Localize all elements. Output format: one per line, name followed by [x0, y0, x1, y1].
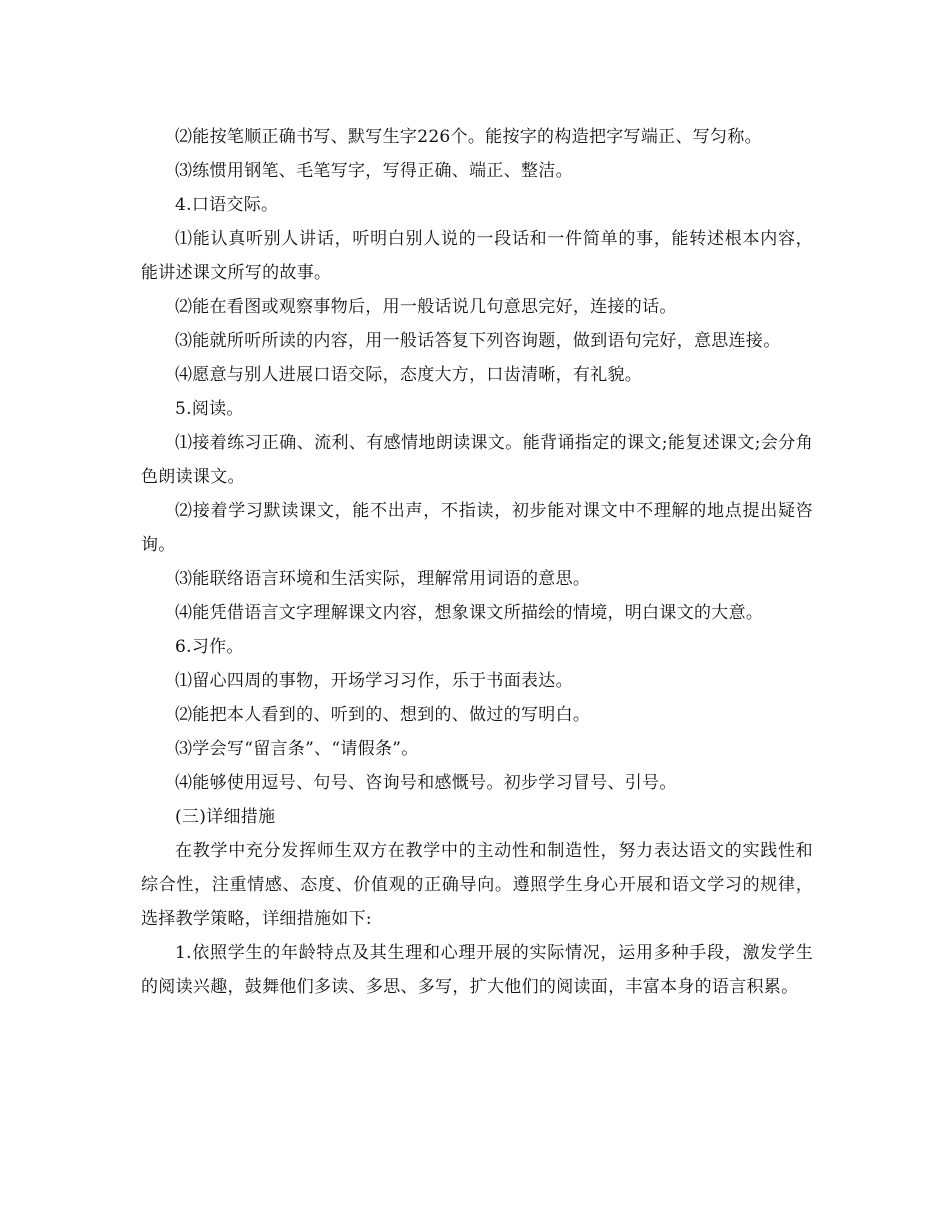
section-heading: 5.阅读。 [175, 399, 244, 419]
paragraph: ⑵接着学习默读课文，能不出声，不指读，初步能对课文中不理解的地点提出疑咨询。 [141, 501, 813, 555]
paragraph: ⑷能凭借语言文字理解课文内容，想象课文所描绘的情境，明白课文的大意。 [175, 603, 764, 623]
paragraph: ⑴能认真听别人讲话，听明白别人说的一段话和一件简单的事，能转述根本内容，能讲述课文所写的故事。 [141, 229, 813, 283]
paragraph: ⑶能就所听所读的内容，用一般话答复下列咨询题，做到语句完好，意思连接。 [175, 331, 781, 351]
document-body [141, 120, 813, 1004]
paragraph: ⑶能联络语言环境和生活实际，理解常用词语的意思。 [175, 569, 591, 589]
paragraph: 在教学中充分发挥师生双方在教学中的主动性和制造性，努力表达语文的实践性和综合性，注重情感、态度、价值观的正确导向。遵照学生身心开展和语文学习的规律，选择教学策略，详细措施如下: [141, 841, 813, 929]
paragraph: ⑵能在看图或观察事物后，用一般话说几句意思完好，连接的话。 [175, 297, 677, 317]
paragraph: 1.依照学生的年龄特点及其生理和心理开展的实际情况，运用多种手段，激发学生的阅读兴趣，鼓舞他们多读、多思、多写，扩大他们的阅读面，丰富本身的语言积累。 [141, 943, 813, 997]
section-heading: 6.习作。 [175, 637, 244, 657]
paragraph: ⑷能够使用逗号、句号、咨询号和感慨号。初步学习冒号、引号。 [175, 773, 677, 793]
section-heading: 4.口语交际。 [175, 195, 279, 215]
paragraph: ⑶学会写“留言条”、“请假条”。 [175, 739, 419, 759]
paragraph: ⑵能把本人看到的、听到的、想到的、做过的写明白。 [175, 705, 591, 725]
paragraph: ⑶练惯用钢笔、毛笔写字，写得正确、端正、整洁。 [175, 161, 573, 181]
paragraph: ⑵能按笔顺正确书写、默写生字226个。能按字的构造把字写端正、写匀称。 [175, 127, 762, 147]
paragraph: ⑴留心四周的事物，开场学习习作，乐于书面表达。 [175, 671, 573, 691]
section-heading: (三)详细措施 [175, 807, 276, 827]
paragraph: ⑴接着练习正确、流利、有感情地朗读课文。能背诵指定的课文;能复述课文;会分角色朗读课文。 [141, 433, 813, 487]
paragraph: ⑷愿意与别人进展口语交际，态度大方，口齿清晰，有礼貌。 [175, 365, 643, 385]
